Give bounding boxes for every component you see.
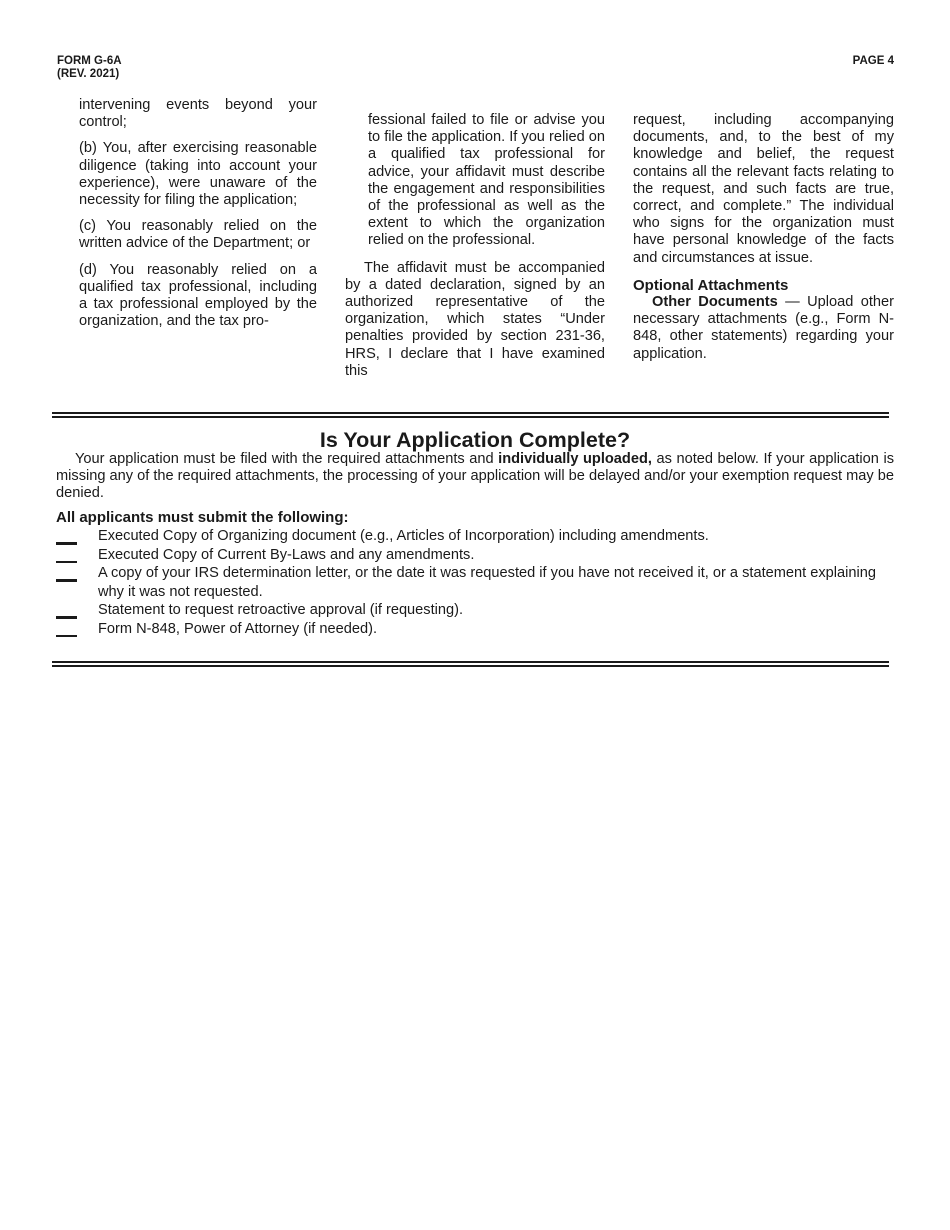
checklist-item xyxy=(56,527,894,546)
form-revision: (REV. 2021) xyxy=(57,68,120,80)
paragraph: request, including accompanying documents, and, to the best of my knowledge and belief, the request contains all the relevant facts relating to the request, and such facts are true, correct, and complete.” The individual who signs for the organization must have personal knowledge of the facts and circumstances at issue. xyxy=(633,112,894,266)
section-title: Is Your Application Complete? xyxy=(319,428,631,452)
intro-text: as noted below. If your application is missing any of the required attachments, the processing of your application will be delayed and/or your exemption request may be denied. xyxy=(56,451,894,502)
checklist-item xyxy=(56,564,894,601)
checkbox-line[interactable] xyxy=(56,542,77,545)
column-middle xyxy=(345,112,605,380)
form-id-block xyxy=(57,55,122,81)
checkbox-line[interactable] xyxy=(56,561,77,564)
intro-text: Your application must be filed with the required attachments and xyxy=(75,451,499,467)
column-left xyxy=(79,97,317,330)
checklist-item-label: Executed Copy of Organizing document (e.g., Articles of Incorporation) including amendments. xyxy=(98,528,709,544)
checklist-item xyxy=(56,601,894,620)
other-documents-label: Other Documents xyxy=(652,294,778,311)
checklist-item-label: Executed Copy of Current By-Laws and any amendments. xyxy=(98,546,475,563)
paragraph: (b) You, after exercising reasonable diligence (taking into account your experience), were unaware of the necessity for filing the application; xyxy=(79,140,317,209)
other-documents-text: — Upload other necessary attachments (e.g., Form N-848, other statements) regarding your application. xyxy=(633,294,894,362)
checklist-item-label: Form N-848, Power of Attorney (if needed). xyxy=(98,620,378,637)
divider-top xyxy=(52,412,889,414)
checkbox-line[interactable] xyxy=(56,635,77,638)
paragraph: (c) You reasonably relied on the written advice of the Department; or xyxy=(79,218,317,252)
divider-top-inner xyxy=(52,416,889,418)
checklist-item xyxy=(56,546,894,565)
checklist-item-label: A copy of your IRS determination letter, or the date it was requested if you have not received it, or a statement explaining why it was not requested. xyxy=(98,565,876,600)
form-id: FORM G-6A xyxy=(57,55,122,67)
requirements-checklist xyxy=(56,527,894,638)
page-number: PAGE 4 xyxy=(852,55,894,67)
checkbox-line[interactable] xyxy=(56,616,77,619)
paragraph: intervening events beyond your control; xyxy=(79,97,317,131)
intro-emphasis: individually uploaded, xyxy=(498,451,652,467)
section-intro xyxy=(56,451,894,503)
paragraph: The affidavit must be accompanied by a dated declaration, signed by an authorized representative of the organization, which states “Under penalties provided by section 231-36, HRS, I declare that I have examined this xyxy=(345,259,605,379)
optional-attachments-heading: Optional Attachments xyxy=(633,276,789,294)
requirements-heading: All applicants must submit the following: xyxy=(56,509,349,526)
checklist-item xyxy=(56,620,894,639)
paragraph: (d) You reasonably relied on a qualified tax professional, including a tax professional employed by the organization, and the tax pro- xyxy=(79,261,317,330)
column-right xyxy=(633,112,894,363)
divider-bottom xyxy=(52,661,889,663)
divider-bottom-inner xyxy=(52,665,889,667)
checklist-item-label: Statement to request retroactive approval (if requesting). xyxy=(98,602,464,618)
other-documents-paragraph xyxy=(633,294,894,363)
paragraph: fessional failed to file or advise you to file the application. If you relied on a qualified tax professional for advice, your affidavit must describe the engagement and responsibilities of the professional as well as the extent to which the organization relied on the professional. xyxy=(368,112,605,249)
checkbox-line[interactable] xyxy=(56,579,77,582)
